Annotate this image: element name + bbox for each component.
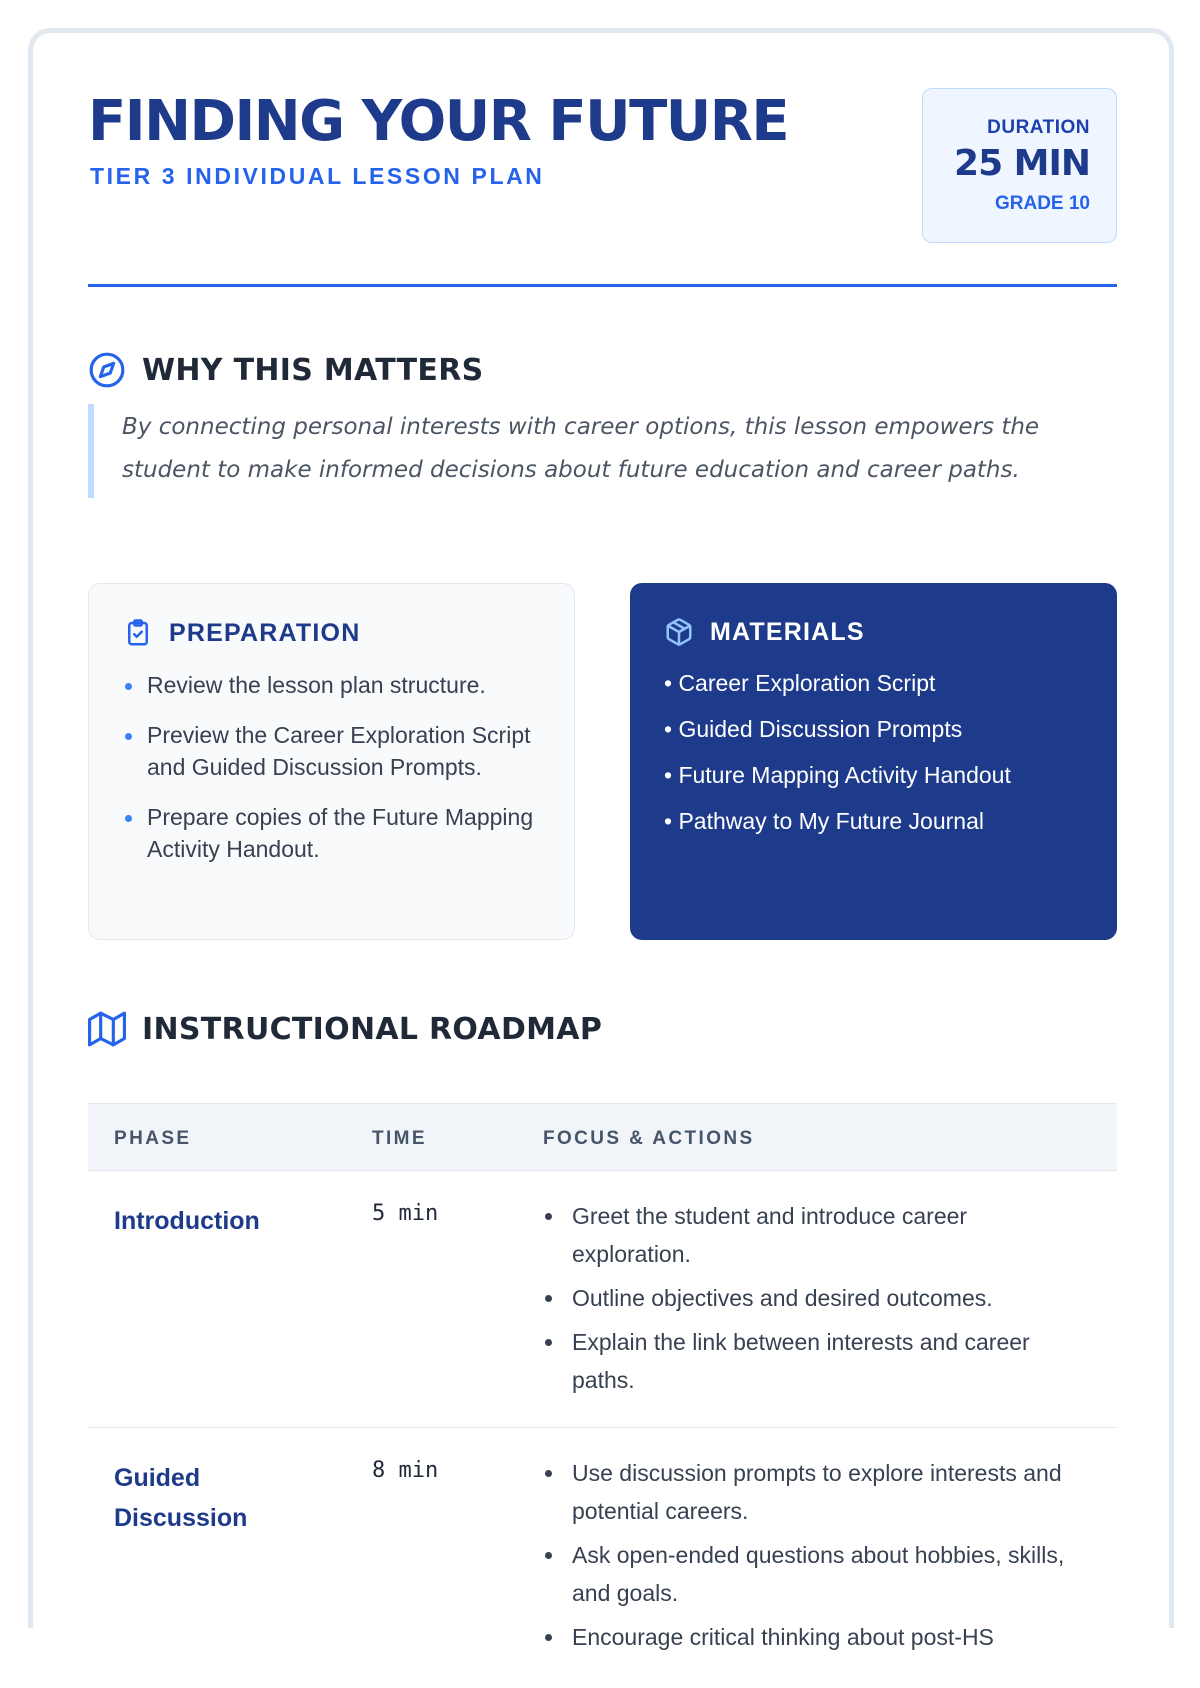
page-subtitle: TIER 3 INDIVIDUAL LESSON PLAN: [90, 163, 545, 189]
compass-icon: [88, 351, 126, 389]
clipboard-check-icon: [123, 618, 153, 648]
list-item: • Pathway to My Future Journal: [664, 808, 984, 834]
materials-list: [664, 667, 1094, 851]
list-item: Outline objectives and desired outcomes.: [543, 1279, 1083, 1317]
preparation-list: [123, 669, 543, 883]
duration-label: DURATION: [987, 117, 1090, 138]
map-icon: [88, 1010, 126, 1048]
list-item: Use discussion prompts to explore interests and potential careers.: [543, 1454, 1083, 1530]
duration-value: 25 MIN: [954, 143, 1090, 184]
table-row: [88, 1428, 1117, 1688]
page-title: FINDING YOUR FUTURE: [88, 89, 789, 154]
header-divider: [88, 284, 1117, 287]
column-header-time: TIME: [372, 1128, 427, 1149]
list-item: • Career Exploration Script: [664, 670, 936, 696]
phase-cell: Guided Discussion: [114, 1464, 248, 1532]
list-item: Encourage critical thinking about post-HS: [543, 1618, 1083, 1656]
column-header-phase: PHASE: [114, 1128, 192, 1149]
table-row: [88, 1171, 1117, 1428]
preparation-heading: [123, 618, 360, 648]
preparation-panel: [88, 583, 575, 940]
materials-heading-text: MATERIALS: [710, 617, 865, 646]
list-item: Preview the Career Exploration Script and Guided Discussion Prompts.: [123, 719, 543, 783]
lesson-plan-card: [28, 28, 1174, 1650]
materials-panel: [630, 583, 1117, 940]
column-header-actions: FOCUS & ACTIONS: [543, 1128, 755, 1149]
grade-label: GRADE 10: [994, 193, 1090, 214]
materials-heading: [664, 617, 865, 647]
list-item: Ask open-ended questions about hobbies, skills, and goals.: [543, 1536, 1083, 1612]
lesson-header: [88, 33, 1117, 288]
roadmap-heading: [88, 1010, 602, 1048]
table-header: [88, 1103, 1117, 1171]
time-cell: 8 min: [372, 1458, 439, 1483]
list-item: Explain the link between interests and career paths.: [543, 1323, 1083, 1399]
why-heading: [88, 351, 484, 389]
list-item: Greet the student and introduce career exploration.: [543, 1197, 1083, 1273]
why-heading-text: WHY THIS MATTERS: [142, 352, 484, 388]
time-cell: 5 min: [372, 1201, 439, 1226]
list-item: • Guided Discussion Prompts: [664, 716, 963, 742]
list-item: Prepare copies of the Future Mapping Activity Handout.: [123, 801, 543, 865]
phase-cell: Introduction: [114, 1207, 260, 1235]
actions-cell: [543, 1454, 1083, 1662]
why-quote: By connecting personal interests with career options, this lesson empowers the student to make informed decisions about future education and career paths.: [88, 404, 1117, 498]
actions-cell: [543, 1197, 1083, 1405]
roadmap-heading-text: INSTRUCTIONAL ROADMAP: [142, 1011, 603, 1047]
preparation-heading-text: PREPARATION: [169, 618, 361, 647]
list-item: • Future Mapping Activity Handout: [664, 762, 1011, 788]
list-item: Review the lesson plan structure.: [123, 669, 543, 701]
duration-badge: [922, 88, 1117, 243]
box-icon: [664, 617, 694, 647]
roadmap-table: [88, 1103, 1117, 1688]
